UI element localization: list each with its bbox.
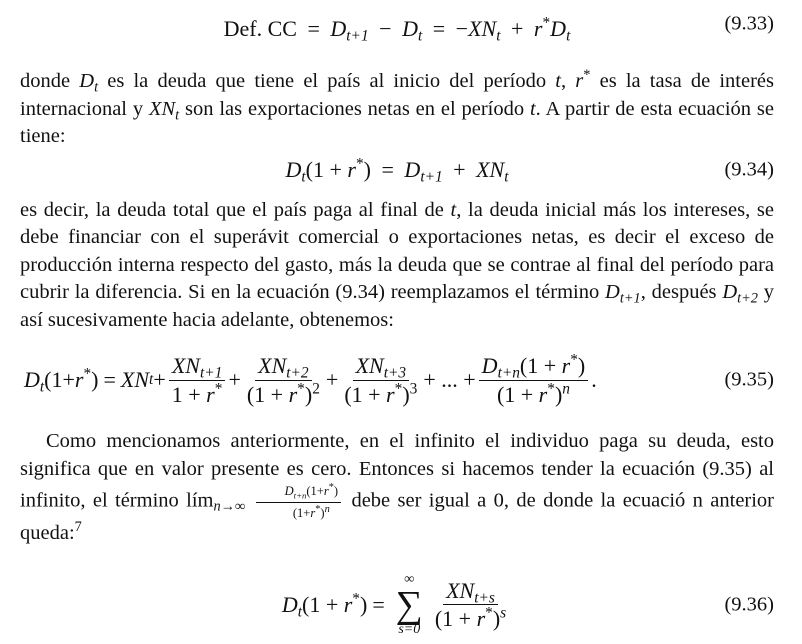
paragraph-1: donde $D_t$ es la deuda que tiene el país al inicio del período t, r* es la tasa de interés internacional y $XN_t$ son las exportaciones netas en el período t. A partir de esta ecuación se tiene:	[20, 67, 774, 147]
equation-9-35	[20, 344, 774, 416]
def-cc-label: Def. CC	[223, 16, 297, 41]
equation-9-36	[20, 566, 774, 644]
footnote-marker: 7	[74, 519, 82, 536]
equation-9-33	[20, 0, 774, 48]
fraction-term-n: $\frac{D_{t+n}(1 + r^*)}{(1 + r^*)^n}$	[479, 354, 589, 405]
eq-9-34-body: $D_t(1 + r^*) = D_{t+1} + XN_t$	[285, 155, 509, 186]
fraction-term-2: $\frac{XN_{t+2}}{(1 + r^*)^2}$	[246, 353, 320, 407]
equation-number: (9.33)	[724, 12, 774, 35]
eq-9-36-body: $D_t(1 + r^*)$ = ∞ ∑ s=0 $\frac{XN_{t+s}}{(1 + r^*)^s}$	[282, 573, 512, 637]
equation-number: (9.36)	[724, 593, 774, 616]
equation-9-34	[20, 153, 774, 187]
equation-number: (9.34)	[724, 158, 774, 180]
eq-9-35-body: $D_t(1+r^*)$ = XN t + $\frac{XN_{t+1}}{1 + r^*}$ + $\frac{XN_{t+2}}{(1 + r^*)^2}$ + $\frac{XN_{t+3}}{(1 + r^*)^3}$ + ... + $\frac{D_{t+n}(1 + r^*)}{(1 + r^*)^n}$ .	[24, 351, 597, 407]
equation-number: (9.35)	[724, 368, 774, 391]
fraction-sum-term: $\frac{XN_{t+s}}{(1 + r^*)^s}$	[434, 578, 507, 632]
fraction-term-1: $\frac{XN_{t+1}}{1 + r^*}$	[169, 354, 226, 405]
summation-operator: ∞ ∑ s=0	[395, 571, 423, 637]
paragraph-3: Como mencionamos anteriormente, en el infinito el individuo paga su deuda, esto significa que en valor presente es cero. Entonces si hacemos tender la ecuación (9.35) al infinito, el término lím$_{n\to\infty}$ $\frac{D_{t+n}(1+r^*)}{(1+r^*)^n}$ debe ser igual a 0, de donde la ecuació n anterior queda:$^7$	[20, 430, 775, 545]
inline-limit-fraction: $\frac{D_{t+n}(1+r^*)}{(1+r^*)^n}$	[256, 483, 341, 520]
lim-operator: lím	[186, 489, 214, 512]
paragraph-2: es decir, la deuda total que el país paga al final de t, la deuda inicial más los intereses, se debe financiar con el superávit comercial o exportaciones netas, es decir el exceso de producción interna respecto del gasto, más la deuda que se contrae al final del período para cubrir la diferencia. Si en la ecuación (9.34) reemplazamos el término $D_{t+1}$, después $D_{t+2}$ y así sucesivamente hacia adelante, obtenemos:	[20, 198, 775, 331]
eq-9-33-body: Def. CC = $D_{t+1} - D_t = -XN_t + r^*D_t$	[223, 14, 571, 45]
fraction-term-3: $\frac{XN_{t+3}}{(1 + r^*)^3}$	[344, 353, 418, 407]
